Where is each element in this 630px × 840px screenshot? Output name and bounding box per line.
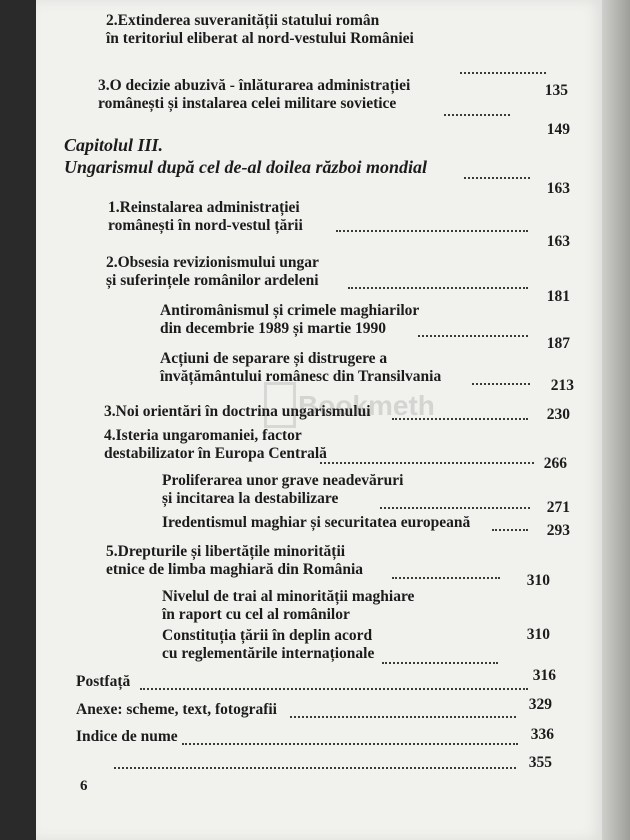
toc-entry-line: românești în nord-vestul țării [108, 217, 303, 234]
facing-page-edge [602, 0, 630, 840]
toc-entry [108, 199, 303, 235]
toc-page-number: 213 [550, 377, 574, 394]
watermark [264, 382, 435, 430]
table-of-contents [36, 0, 602, 840]
toc-page-number: 230 [546, 406, 570, 423]
leader-dots [380, 505, 530, 509]
toc-entry [160, 302, 419, 338]
toc-entry-line: din decembrie 1989 și martie 1990 [160, 320, 387, 337]
toc-entry-line: și suferințele românilor ardeleni [106, 272, 319, 289]
toc-page-number: 310 [526, 572, 550, 589]
leader-dots [444, 112, 510, 116]
leader-dots [336, 228, 528, 232]
leader-dots [382, 660, 498, 664]
toc-entry [104, 427, 327, 463]
toc-entry-line: în teritoriul eliberat al nord-vestului României [106, 30, 414, 47]
toc-entry-line: Postfață [76, 673, 131, 690]
toc-entry [162, 514, 470, 532]
toc-page-number: 149 [546, 121, 570, 138]
toc-entry-line: etnice de limba maghiară din România [106, 561, 364, 578]
leader-dots [290, 714, 516, 718]
toc-page-number: 271 [546, 499, 570, 516]
leader-dots [492, 527, 528, 531]
toc-entry [106, 543, 363, 579]
toc-entry-line: 1.Reinstalarea administrației [108, 199, 300, 216]
toc-page-number: 163 [546, 233, 570, 250]
toc-page-number: 336 [530, 726, 554, 743]
toc-entry-line: Proliferarea unor grave neadevăruri [162, 472, 404, 489]
toc-page-number: 181 [546, 288, 570, 305]
toc-entry [162, 472, 404, 508]
chapter-heading [64, 134, 427, 178]
toc-entry [106, 12, 414, 48]
toc-entry-line: în raport cu cel al românilor [162, 606, 350, 623]
toc-page-number: 163 [546, 180, 570, 197]
toc-entry [162, 588, 414, 624]
toc-entry [76, 673, 130, 691]
toc-entry-line: 3.O decizie abuzivă - înlăturarea administrației [98, 77, 411, 94]
toc-entry [98, 77, 410, 113]
toc-entry-line: 5.Drepturile și libertățile minorității [106, 543, 346, 560]
leader-dots [114, 765, 516, 769]
book-page [36, 0, 602, 840]
toc-page-number: 135 [544, 82, 568, 99]
toc-entry-line: cu reglementările internaționale [162, 645, 375, 662]
toc-page-number: 293 [546, 522, 570, 539]
toc-entry-line: românești și instalarea celei militare sovietice [98, 95, 397, 112]
leader-dots [320, 460, 534, 464]
toc-entry-line: 2.Extinderea suveranității statului român [106, 12, 380, 29]
toc-entry-line: Indice de nume [76, 728, 178, 745]
chapter-subtitle: Ungarismul după cel de-al doilea război mondial [64, 157, 428, 177]
toc-entry-line: și incitarea la destabilizare [162, 490, 339, 507]
toc-entry-line: Antiromânismul și crimele maghiarilor [160, 302, 420, 319]
toc-entry [106, 254, 319, 290]
chapter-title: Capitolul III. [64, 135, 164, 155]
toc-page-number: 316 [532, 667, 556, 684]
toc-entry-line: 3.Noi orientări în doctrina ungarismului [104, 403, 371, 420]
leader-dots [460, 70, 546, 74]
toc-entry-line: Constituția țării în deplin acord [162, 627, 373, 644]
toc-entry-line: învățământului românesc din Transilvania [160, 368, 442, 385]
page-number: 6 [80, 778, 88, 794]
toc-page-number: 187 [546, 335, 570, 352]
leader-dots [348, 285, 528, 289]
leader-dots [182, 741, 518, 745]
toc-entry-line: Iredentismul maghiar și securitatea europeană [162, 514, 471, 531]
toc-entry [162, 627, 374, 663]
leader-dots [140, 686, 528, 690]
toc-entry-line: destabilizator în Europa Centrală [104, 445, 327, 462]
leader-dots [418, 333, 528, 337]
leader-dots [472, 381, 530, 385]
toc-entry [76, 728, 178, 746]
toc-page-number: 266 [543, 455, 567, 472]
toc-entry-line: Anexe: scheme, text, fotografii [76, 701, 277, 718]
toc-entry-line: 4.Isteria ungaromaniei, factor [104, 427, 302, 444]
toc-entry [160, 350, 441, 386]
toc-entry-line: Nivelul de trai al minorității maghiare [162, 588, 415, 605]
toc-page-number: 355 [528, 754, 552, 771]
leader-dots [392, 575, 500, 579]
watermark-logo-icon [264, 382, 296, 428]
toc-entry [76, 701, 277, 719]
leader-dots [464, 175, 530, 179]
toc-entry-line: 2.Obsesia revizionismului ungar [106, 254, 319, 271]
toc-entry-line: Acțiuni de separare și distrugere a [160, 350, 388, 367]
toc-page-number: 310 [526, 626, 550, 643]
watermark-text: Bookmeth [298, 390, 435, 421]
toc-page-number: 329 [528, 696, 552, 713]
